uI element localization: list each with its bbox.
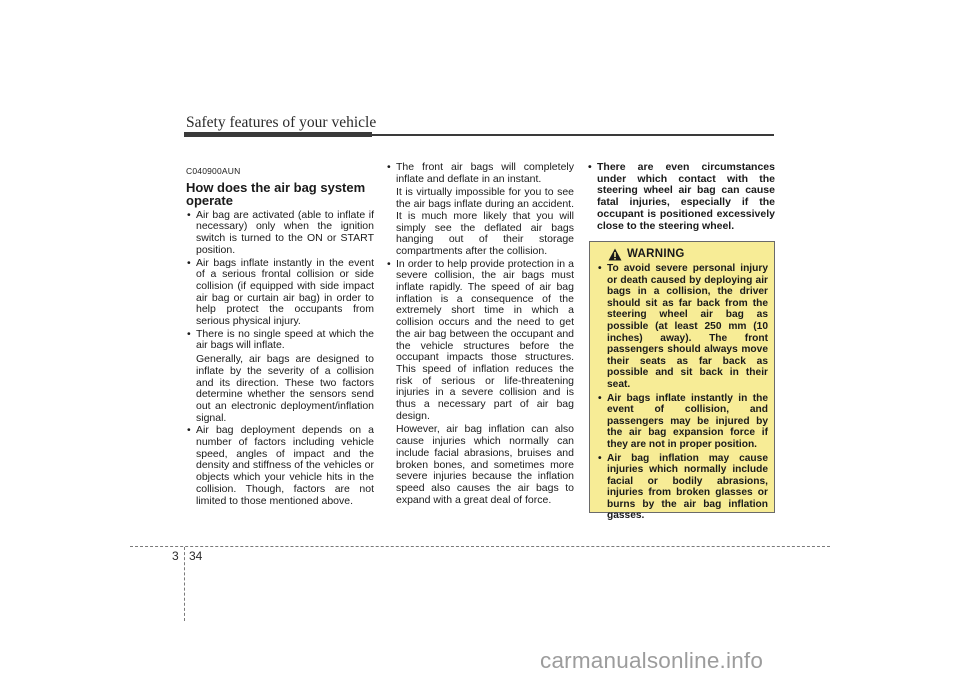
list-item: • Air bag deployment depends on a number of factors including vehicle speed, angles of impact and the density and stiffness of the vehicles or objects which your vehicle hits in the collision. Though, factors are not limited to those mentioned above. — [187, 424, 374, 507]
warning-list — [597, 263, 768, 522]
chapter-number: 3 — [172, 549, 179, 563]
footer-vertical-rule — [184, 547, 185, 621]
warning-text: To avoid severe personal injury or death caused by deploying air bags in a collision, the driver should sit as far back from the steering wheel air bag as possible (at least 250 mm (10 inches) away). The front passengers should always move their seats as far back as possible and sit back in their seat. — [607, 263, 768, 390]
bullet-continuation: It is virtually impossible for you to see the air bags inflate during an accident. It is much more likely that you will simply see the deflated air bags hanging out of their storage compartments after the collision. — [396, 186, 574, 257]
bullet-text: There are even circumstances under which contact with the steering wheel air bag can cause fatal injuries, especially if the occupant is positioned excessively close to the steering wheel. — [597, 161, 775, 232]
warning-item: • To avoid severe personal injury or death caused by deploying air bags in a collision, the driver should sit as far back from the steering wheel air bag as possible (at least 250 mm (10 inches) away). The front passengers should always move their seats as far back as possible and sit back in their seat. — [598, 263, 768, 390]
warning-text: Air bag inflation may cause injuries which normally include facial or bodily abrasions, injuries from broken glasses or burns by the air bag inflation gasses. — [607, 452, 768, 522]
footer-rule — [130, 546, 830, 547]
list-item: • There are even circumstances under which contact with the steering wheel air bag can cause fatal injuries, especially if the occupant is positioned excessively close to the steering wheel. — [588, 161, 775, 232]
bullet-text: Air bags inflate instantly in the event of a serious frontal collision or side collision (if equipped with side impact air bag or curtain air bag) in order to help protect the occupants from serious physical injury. — [196, 256, 374, 328]
warning-box — [589, 241, 775, 522]
list-item: • In order to help provide protection in a severe collision, the air bags must inflate rapidly. The speed of air bag inflation is a consequence of the extremely short time in which a collision occurs and the need to get the air bag between the occupant and the vehicle structures before the occupant impacts those structures. This speed of inflation reduces the risk of serious or life-threatening injuries in a severe collision and is thus a necessary part of air bag design. — [387, 257, 574, 422]
bullet-text: There is no single speed at which the air bags will inflate. — [196, 327, 374, 352]
header-rule-thick — [184, 132, 372, 137]
warning-header — [608, 248, 768, 261]
header-rule-thin — [372, 134, 774, 136]
page-number: 34 — [189, 549, 203, 563]
warning-item: • Air bags inflate instantly in the event of collision, and passengers may be injured by the air bag expansion force if they are not in proper position. — [598, 392, 768, 450]
section-heading: How does the air bag system operate — [186, 179, 366, 209]
column-3 — [587, 162, 775, 233]
list-item: • There is no single speed at which the air bags will inflate. — [187, 327, 374, 352]
warning-triangle-icon — [608, 248, 622, 261]
column-2 — [386, 162, 574, 507]
warning-text: Air bags inflate instantly in the event of collision, and passengers may be injured by the air bag expansion force if they are not in proper position. — [607, 392, 768, 450]
watermark: carmanualsonline.info — [540, 648, 764, 673]
list-item: • Air bag are activated (able to inflate if necessary) only when the ignition switch is turned to the ON or START position. — [187, 208, 374, 256]
bullet-text: In order to help provide protection in a severe collision, the air bags must inflate rapidly. The speed of air bag inflation is a consequence of the extremely short time in which a collision occurs and the need to get the air bag between the occupant and the vehicle structures before the occupant impacts those structures. This speed of inflation reduces the risk of serious or life-threatening injuries in a severe collision and is thus a necessary part of air bag design. — [396, 257, 574, 422]
list-item: • The front air bags will completely inflate and deflate in an instant. — [387, 161, 574, 185]
page-header-title: Safety features of your vehicle — [186, 114, 377, 131]
bullet-continuation: Generally, air bags are designed to inflate by the severity of a collision and its direction. These two factors determine whether the sensors send out an electronic deployment/inflation signal. — [196, 353, 374, 424]
warning-item: • Air bag inflation may cause injuries which normally include facial or bodily abrasions, injuries from broken glasses or burns by the air bag inflation gasses. — [598, 452, 768, 522]
column-1 — [186, 162, 374, 508]
column-1-list — [186, 210, 374, 352]
list-item: • Air bags inflate instantly in the event of a serious frontal collision or side collision (if equipped with side impact air bag or curtain air bag) in order to help protect the occupants from serious physical injury. — [187, 256, 374, 328]
bullet-text: Air bag are activated (able to inflate if necessary) only when the ignition switch is turned to the ON or START position. — [196, 208, 374, 256]
bullet-text: The front air bags will completely inflate and deflate in an instant. — [396, 161, 574, 185]
bullet-text: Air bag deployment depends on a number of factors including vehicle speed, angles of impact and the density and stiffness of the vehicles or objects which your vehicle hits in the collision. Though, factors are not limited to those mentioned above. — [196, 424, 374, 507]
section-code: C040900AUN — [186, 166, 241, 176]
bullet-continuation: However, air bag inflation can also cause injuries which normally can include facial abrasions, bruises and broken bones, and sometimes more severe injuries because the inflation speed also causes the air bags to expand with a great deal of force. — [396, 423, 574, 506]
warning-title: WARNING — [627, 247, 685, 260]
